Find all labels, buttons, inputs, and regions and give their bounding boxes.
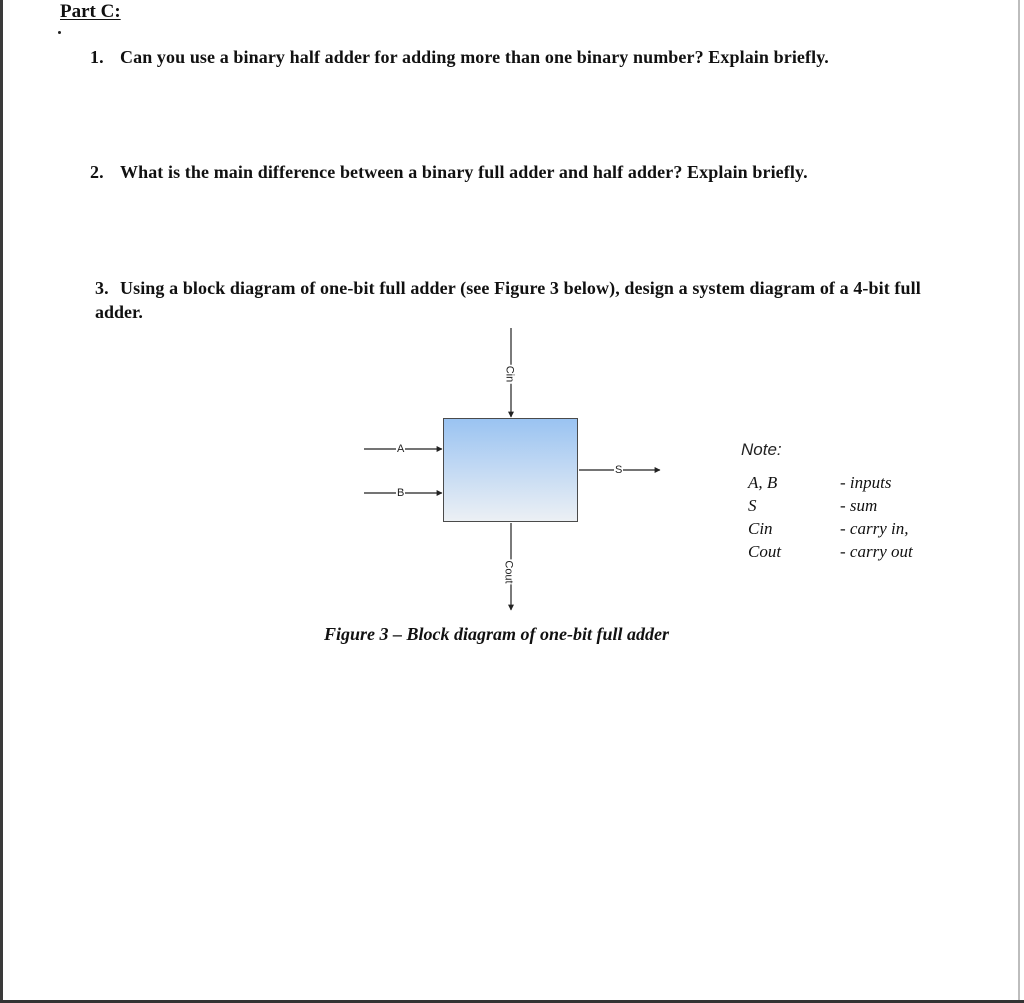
note-description: - carry in, [840,519,909,538]
question-number: 2. [90,162,104,182]
figure-caption: Figure 3 – Block diagram of one-bit full adder [324,624,670,644]
note-term: S [748,496,757,515]
full-adder-block [443,418,578,522]
note-title: Note: [741,440,782,459]
question-3-continuation: adder. [95,302,143,322]
signal-label-b: B [397,487,405,499]
signal-label-cout: Cout [502,560,515,584]
signal-label-a: A [397,443,405,455]
question-text: Using a block diagram of one-bit full adder (see Figure 3 below), design a system diagram of a 4-bit full [120,278,921,298]
question-text: What is the main difference between a binary full adder and half adder? Explain briefly. [120,162,808,182]
question-text: Can you use a binary half adder for adding more than one binary number? Explain briefly. [120,47,829,67]
note-term: A, B [748,473,778,492]
question-number: 3. [95,278,109,298]
note-description: - inputs [840,473,892,492]
signal-label-s: S [615,464,623,476]
note-description: - sum [840,496,878,515]
note-description: - carry out [840,542,913,561]
question-number: 1. [90,47,104,67]
note-term: Cout [748,542,782,561]
note-term: Cin [748,519,773,538]
part-title: Part C: [60,1,121,22]
signal-label-cin: Cin [503,365,516,383]
